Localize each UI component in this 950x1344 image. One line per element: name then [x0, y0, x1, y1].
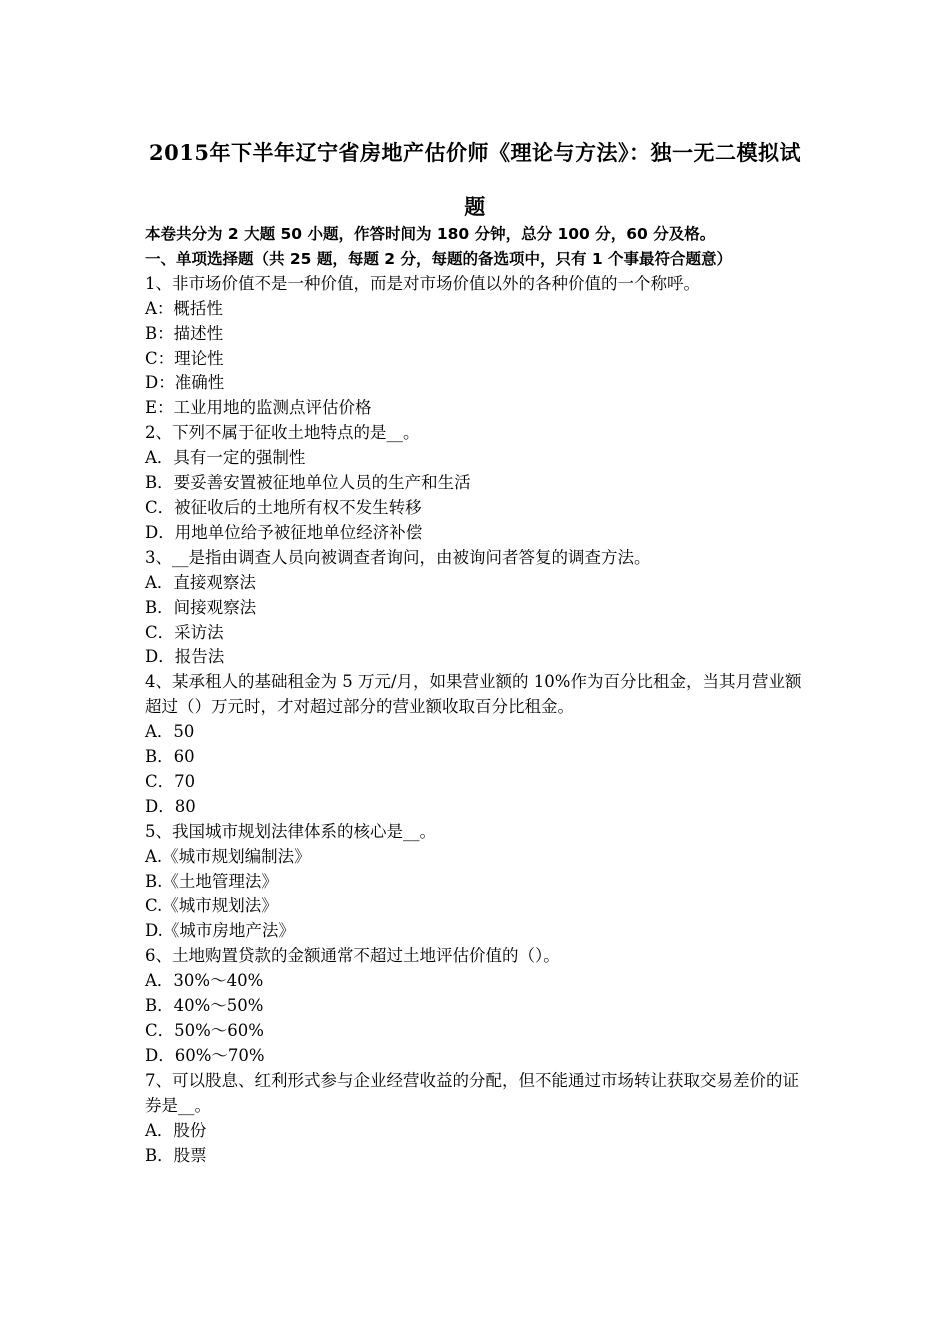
question-text: 7、可以股息、红利形式参与企业经营收益的分配，但不能通过市场转让获取交易差价的证券是__。: [145, 1070, 799, 1115]
option-d: D．用地单位给予被征地单位经济补偿: [145, 522, 423, 542]
option-b: B．股票: [145, 1145, 207, 1165]
option-d: D．80: [145, 796, 196, 816]
option-d: D．报告法: [145, 647, 225, 667]
option-c: C．70: [145, 771, 196, 791]
question-text: 4、某承租人的基础租金为 5 万元/月，如果营业额的 10%作为百分比租金，当其月营业额超过（）万元时，才对超过部分的营业额收取百分比租金。: [145, 672, 802, 717]
option-c: C：理论性: [145, 348, 224, 368]
question-7: [145, 1069, 813, 1169]
option-e: E：工业用地的监测点评估价格: [145, 398, 372, 418]
title-line-1: 2015年下半年辽宁省房地产估价师《理论与方法》：独一无二模拟试: [149, 140, 801, 165]
option-b: B．间接观察法: [145, 597, 257, 617]
question-6: [145, 944, 813, 1069]
question-4: [145, 670, 813, 819]
question-text: 5、我国城市规划法律体系的核心是__。: [145, 821, 436, 841]
option-a: A．直接观察法: [145, 572, 256, 592]
option-d: D：准确性: [145, 373, 225, 393]
option-b: B．要妥善安置被征地单位人员的生产和生活: [145, 473, 471, 493]
option-b: B：描述性: [145, 323, 224, 343]
section-heading: 一、单项选择题（共 25 题，每题 2 分，每题的备选项中，只有 1 个事最符合题意）: [145, 249, 733, 268]
question-3: [145, 546, 813, 671]
option-a: A．股份: [145, 1120, 207, 1140]
option-a: A：概括性: [145, 298, 223, 318]
option-b: B．40%～50%: [145, 996, 264, 1016]
option-a: A．50: [145, 722, 195, 742]
option-a: A．具有一定的强制性: [145, 448, 306, 468]
option-c: C．50%～60%: [145, 1021, 264, 1040]
question-5: [145, 820, 813, 945]
question-2: [145, 421, 813, 546]
exam-intro: 本卷共分为 2 大题 50 小题，作答时间为 180 分钟，总分 100 分，60 分及格。: [145, 225, 716, 243]
document-body: [145, 222, 813, 1168]
question-text: 3、__是指由调查人员向被调查者询问，由被询问者答复的调查方法。: [145, 547, 651, 567]
title-line-2: 题: [464, 194, 486, 219]
option-c: C．采访法: [145, 622, 224, 642]
question-text: 2、下列不属于征收土地特点的是__。: [145, 423, 420, 443]
page-title: [120, 126, 830, 234]
question-1: [145, 272, 813, 421]
option-b: B.《土地管理法》: [145, 871, 278, 891]
question-text: 6、土地购置贷款的金额通常不超过土地评估价值的（）。: [145, 946, 560, 966]
option-b: B．60: [145, 747, 195, 767]
option-d: D．60%～70%: [145, 1045, 265, 1065]
option-c: C.《城市规划法》: [145, 896, 278, 916]
option-a: A．30%～40%: [145, 971, 264, 991]
option-c: C．被征收后的土地所有权不发生转移: [145, 497, 422, 517]
question-text: 1、非市场价值不是一种价值，而是对市场价值以外的各种价值的一个称呼。: [145, 273, 700, 293]
option-d: D.《城市房地产法》: [145, 921, 295, 941]
option-a: A.《城市规划编制法》: [145, 846, 311, 866]
